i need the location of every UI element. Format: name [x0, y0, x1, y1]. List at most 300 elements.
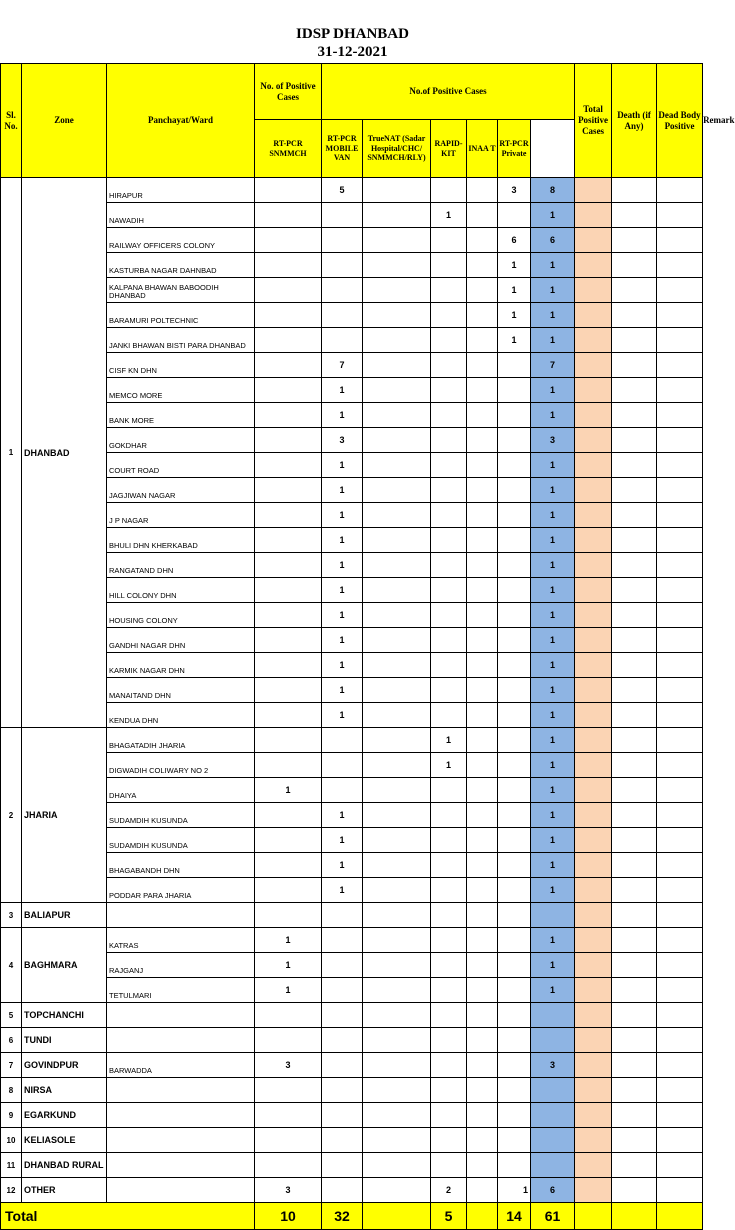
- remark-cell: [657, 1003, 703, 1028]
- zone-cell: KELIASOLE: [22, 1128, 107, 1153]
- snmmch-cell: [255, 1003, 322, 1028]
- death-cell: [575, 878, 612, 903]
- death-cell: [575, 628, 612, 653]
- truenat-cell: [363, 278, 431, 303]
- header-dead-body: Dead Body Positive: [657, 64, 703, 178]
- panchayat-ward-cell: NAWADIH: [107, 203, 255, 228]
- private-cell: [498, 653, 531, 678]
- rapid-cell: [431, 1103, 467, 1128]
- private-cell: [498, 403, 531, 428]
- mobile-cell: 1: [322, 878, 363, 903]
- mobile-cell: 1: [322, 653, 363, 678]
- remark-cell: [657, 278, 703, 303]
- total-positive-cell: 1: [531, 253, 575, 278]
- panchayat-ward-cell: HOUSING COLONY: [107, 603, 255, 628]
- truenat-cell: [363, 1178, 431, 1203]
- private-cell: [498, 353, 531, 378]
- private-cell: [498, 1053, 531, 1078]
- mobile-cell: 1: [322, 628, 363, 653]
- mobile-cell: [322, 1128, 363, 1153]
- total-positive-cell: 1: [531, 978, 575, 1003]
- total-positive-cell: 1: [531, 553, 575, 578]
- rapid-cell: [431, 803, 467, 828]
- header-zone: Zone: [22, 64, 107, 178]
- truenat-cell: [363, 378, 431, 403]
- total-positive-cell: 1: [531, 853, 575, 878]
- mobile-cell: 1: [322, 603, 363, 628]
- death-cell: [575, 978, 612, 1003]
- panchayat-ward-cell: PODDAR PARA JHARIA: [107, 878, 255, 903]
- truenat-cell: [363, 678, 431, 703]
- death-cell: [575, 1028, 612, 1053]
- rapid-cell: [431, 853, 467, 878]
- inaat-cell: [467, 903, 498, 928]
- private-cell: [498, 753, 531, 778]
- zone-cell: TUNDI: [22, 1028, 107, 1053]
- total-positive-cell: 1: [531, 603, 575, 628]
- mobile-cell: [322, 978, 363, 1003]
- rapid-cell: 2: [431, 1178, 467, 1203]
- panchayat-ward-cell: DIGWADIH COLIWARY NO 2: [107, 753, 255, 778]
- private-cell: [498, 728, 531, 753]
- snmmch-cell: [255, 853, 322, 878]
- table-row: [1, 878, 703, 903]
- private-cell: [498, 528, 531, 553]
- remark-cell: [657, 603, 703, 628]
- truenat-cell: [363, 1003, 431, 1028]
- table-body: [1, 178, 703, 1203]
- truenat-cell: [363, 1128, 431, 1153]
- inaat-cell: [467, 678, 498, 703]
- remark-cell: [657, 578, 703, 603]
- table-row: [1, 828, 703, 853]
- total-positive-cell: [531, 903, 575, 928]
- table-row: [1, 1003, 703, 1028]
- remark-cell: [657, 253, 703, 278]
- remark-cell: [657, 653, 703, 678]
- remark-cell: [657, 503, 703, 528]
- total-positive-cell: 1: [531, 653, 575, 678]
- truenat-cell: [363, 753, 431, 778]
- truenat-cell: [363, 1078, 431, 1103]
- total-positive-cell: 1: [531, 878, 575, 903]
- dead-body-cell: [612, 528, 657, 553]
- panchayat-ward-cell: KATRAS: [107, 928, 255, 953]
- death-cell: [575, 328, 612, 353]
- total-private: 14: [498, 1203, 531, 1230]
- snmmch-cell: 1: [255, 778, 322, 803]
- dead-body-cell: [612, 378, 657, 403]
- truenat-cell: [363, 1153, 431, 1178]
- dead-body-cell: [612, 278, 657, 303]
- rapid-cell: [431, 1003, 467, 1028]
- total-positive-cell: 1: [531, 403, 575, 428]
- private-cell: [498, 828, 531, 853]
- total-positive-cell: 1: [531, 578, 575, 603]
- death-cell: [575, 1103, 612, 1128]
- remark-cell: [657, 803, 703, 828]
- truenat-cell: [363, 603, 431, 628]
- snmmch-cell: [255, 678, 322, 703]
- panchayat-ward-cell: KARMIK NAGAR DHN: [107, 653, 255, 678]
- private-cell: [498, 428, 531, 453]
- rapid-cell: [431, 478, 467, 503]
- snmmch-cell: [255, 1128, 322, 1153]
- inaat-cell: [467, 853, 498, 878]
- remark-cell: [657, 303, 703, 328]
- inaat-cell: [467, 178, 498, 203]
- snmmch-cell: [255, 253, 322, 278]
- inaat-cell: [467, 928, 498, 953]
- private-cell: 1: [498, 253, 531, 278]
- rapid-cell: [431, 303, 467, 328]
- remark-cell: [657, 478, 703, 503]
- rapid-cell: [431, 603, 467, 628]
- private-cell: [498, 1003, 531, 1028]
- dead-body-cell: [612, 353, 657, 378]
- snmmch-cell: [255, 228, 322, 253]
- panchayat-ward-cell: HILL COLONY DHN: [107, 578, 255, 603]
- snmmch-cell: [255, 1078, 322, 1103]
- death-cell: [575, 453, 612, 478]
- zone-cell: DHANBAD RURAL: [22, 1153, 107, 1178]
- dead-body-cell: [612, 928, 657, 953]
- table-row: [1, 728, 703, 753]
- truenat-cell: [363, 203, 431, 228]
- total-positive-cell: 6: [531, 228, 575, 253]
- death-cell: [575, 703, 612, 728]
- inaat-cell: [467, 878, 498, 903]
- remark-cell: [657, 1053, 703, 1078]
- mobile-cell: [322, 1003, 363, 1028]
- table-row: [1, 778, 703, 803]
- inaat-cell: [467, 1128, 498, 1153]
- truenat-cell: [363, 853, 431, 878]
- death-cell: [575, 303, 612, 328]
- table-row: [1, 928, 703, 953]
- total-positive-cell: 1: [531, 503, 575, 528]
- private-cell: [498, 803, 531, 828]
- table-row: [1, 903, 703, 928]
- snmmch-cell: [255, 378, 322, 403]
- truenat-cell: [363, 328, 431, 353]
- mobile-cell: [322, 728, 363, 753]
- death-cell: [575, 728, 612, 753]
- truenat-cell: [363, 928, 431, 953]
- death-cell: [575, 1078, 612, 1103]
- inaat-cell: [467, 803, 498, 828]
- panchayat-ward-cell: BANK MORE: [107, 403, 255, 428]
- truenat-cell: [363, 253, 431, 278]
- rapid-cell: [431, 628, 467, 653]
- total-positive-cell: 1: [531, 703, 575, 728]
- truenat-cell: [363, 1028, 431, 1053]
- private-cell: [498, 928, 531, 953]
- dead-body-cell: [612, 778, 657, 803]
- sl-no-cell: 1: [1, 178, 22, 728]
- remark-cell: [657, 1028, 703, 1053]
- rapid-cell: [431, 978, 467, 1003]
- table-row: [1, 578, 703, 603]
- mobile-cell: [322, 328, 363, 353]
- panchayat-ward-cell: KASTURBA NAGAR DAHNBAD: [107, 253, 255, 278]
- mobile-cell: [322, 1028, 363, 1053]
- table-row: [1, 1153, 703, 1178]
- table-row: [1, 1128, 703, 1153]
- inaat-cell: [467, 628, 498, 653]
- snmmch-cell: [255, 803, 322, 828]
- rapid-cell: [431, 353, 467, 378]
- private-cell: [498, 878, 531, 903]
- table-row: [1, 1053, 703, 1078]
- rapid-cell: 1: [431, 203, 467, 228]
- panchayat-ward-cell: [107, 1128, 255, 1153]
- dead-body-cell: [612, 628, 657, 653]
- total-positive-cell: 1: [531, 678, 575, 703]
- header-death: Death (if Any): [612, 64, 657, 178]
- panchayat-ward-cell: BARAMURI POLTECHNIC: [107, 303, 255, 328]
- dead-body-cell: [612, 453, 657, 478]
- remark-cell: [657, 228, 703, 253]
- mobile-cell: [322, 928, 363, 953]
- remark-cell: [657, 728, 703, 753]
- private-cell: 6: [498, 228, 531, 253]
- private-cell: [498, 703, 531, 728]
- total-dead-body: [612, 1203, 657, 1230]
- private-cell: [498, 1128, 531, 1153]
- inaat-cell: [467, 303, 498, 328]
- remark-cell: [657, 403, 703, 428]
- snmmch-cell: 1: [255, 928, 322, 953]
- snmmch-cell: [255, 278, 322, 303]
- death-cell: [575, 578, 612, 603]
- snmmch-cell: 1: [255, 978, 322, 1003]
- private-cell: [498, 903, 531, 928]
- table-row: [1, 228, 703, 253]
- private-cell: [498, 678, 531, 703]
- remark-cell: [657, 453, 703, 478]
- mobile-cell: 3: [322, 428, 363, 453]
- truenat-cell: [363, 978, 431, 1003]
- panchayat-ward-cell: JANKI BHAWAN BISTI PARA DHANBAD: [107, 328, 255, 353]
- private-cell: [498, 778, 531, 803]
- rapid-cell: 1: [431, 753, 467, 778]
- table-row: [1, 503, 703, 528]
- death-cell: [575, 478, 612, 503]
- truenat-cell: [363, 903, 431, 928]
- zone-cell: BALIAPUR: [22, 903, 107, 928]
- death-cell: [575, 828, 612, 853]
- snmmch-cell: [255, 528, 322, 553]
- total-positive-sum: 61: [531, 1203, 575, 1230]
- panchayat-ward-cell: KENDUA DHN: [107, 703, 255, 728]
- panchayat-ward-cell: BHAGATADIH JHARIA: [107, 728, 255, 753]
- panchayat-ward-cell: BHULI DHN KHERKABAD: [107, 528, 255, 553]
- dead-body-cell: [612, 553, 657, 578]
- sl-no-cell: 7: [1, 1053, 22, 1078]
- mobile-cell: [322, 303, 363, 328]
- rapid-cell: [431, 1053, 467, 1078]
- rapid-cell: [431, 378, 467, 403]
- rapid-cell: [431, 428, 467, 453]
- table-row: [1, 203, 703, 228]
- dead-body-cell: [612, 1003, 657, 1028]
- rapid-cell: [431, 878, 467, 903]
- private-cell: 1: [498, 278, 531, 303]
- mobile-cell: [322, 278, 363, 303]
- rapid-cell: [431, 778, 467, 803]
- rapid-cell: [431, 228, 467, 253]
- dead-body-cell: [612, 828, 657, 853]
- rapid-cell: [431, 528, 467, 553]
- table-row: [1, 753, 703, 778]
- panchayat-ward-cell: RAILWAY OFFICERS COLONY: [107, 228, 255, 253]
- death-cell: [575, 803, 612, 828]
- death-cell: [575, 1128, 612, 1153]
- inaat-cell: [467, 1003, 498, 1028]
- death-cell: [575, 928, 612, 953]
- mobile-cell: 1: [322, 478, 363, 503]
- header-sl-no: Sl. No.: [1, 64, 22, 178]
- rapid-cell: [431, 903, 467, 928]
- panchayat-ward-cell: [107, 1103, 255, 1128]
- header-panchayat-ward: Panchayat/Ward: [107, 64, 255, 178]
- private-cell: [498, 378, 531, 403]
- death-cell: [575, 778, 612, 803]
- snmmch-cell: 3: [255, 1178, 322, 1203]
- rapid-cell: [431, 278, 467, 303]
- table-row: [1, 1103, 703, 1128]
- snmmch-cell: [255, 653, 322, 678]
- private-cell: 1: [498, 1178, 531, 1203]
- dead-body-cell: [612, 178, 657, 203]
- private-cell: [498, 603, 531, 628]
- inaat-cell: [467, 653, 498, 678]
- inaat-cell: [467, 1078, 498, 1103]
- death-cell: [575, 403, 612, 428]
- sl-no-cell: 2: [1, 728, 22, 903]
- rapid-cell: [431, 653, 467, 678]
- total-positive-cell: 7: [531, 353, 575, 378]
- inaat-cell: [467, 503, 498, 528]
- dead-body-cell: [612, 653, 657, 678]
- table-row: [1, 703, 703, 728]
- panchayat-ward-cell: GOKDHAR: [107, 428, 255, 453]
- dead-body-cell: [612, 253, 657, 278]
- truenat-cell: [363, 428, 431, 453]
- inaat-cell: [467, 328, 498, 353]
- total-positive-cell: [531, 1103, 575, 1128]
- zone-cell: GOVINDPUR: [22, 1053, 107, 1078]
- snmmch-cell: [255, 178, 322, 203]
- mobile-cell: 1: [322, 703, 363, 728]
- death-cell: [575, 1053, 612, 1078]
- mobile-cell: 1: [322, 853, 363, 878]
- table-row: [1, 803, 703, 828]
- truenat-cell: [363, 178, 431, 203]
- dead-body-cell: [612, 803, 657, 828]
- snmmch-cell: [255, 828, 322, 853]
- death-cell: [575, 678, 612, 703]
- remark-cell: [657, 703, 703, 728]
- dead-body-cell: [612, 953, 657, 978]
- table-row: [1, 178, 703, 203]
- death-cell: [575, 228, 612, 253]
- table-row: [1, 953, 703, 978]
- private-cell: 3: [498, 178, 531, 203]
- inaat-cell: [467, 1053, 498, 1078]
- dead-body-cell: [612, 603, 657, 628]
- rapid-cell: [431, 578, 467, 603]
- snmmch-cell: [255, 878, 322, 903]
- dead-body-cell: [612, 303, 657, 328]
- remark-cell: [657, 628, 703, 653]
- total-positive-cell: 1: [531, 203, 575, 228]
- table-row: [1, 553, 703, 578]
- panchayat-ward-cell: [107, 1153, 255, 1178]
- private-cell: [498, 578, 531, 603]
- header-truenat: TrueNAT (Sadar Hospital/CHC/ SNMMCH/RLY): [363, 120, 431, 178]
- total-death: [575, 1203, 612, 1230]
- inaat-cell: [467, 478, 498, 503]
- mobile-cell: [322, 1053, 363, 1078]
- table-row: [1, 453, 703, 478]
- dead-body-cell: [612, 903, 657, 928]
- dead-body-cell: [612, 703, 657, 728]
- total-positive-cell: 1: [531, 628, 575, 653]
- mobile-cell: 1: [322, 553, 363, 578]
- private-cell: [498, 478, 531, 503]
- remark-cell: [657, 753, 703, 778]
- snmmch-cell: [255, 353, 322, 378]
- total-label: Total: [1, 1203, 255, 1230]
- private-cell: [498, 953, 531, 978]
- mobile-cell: [322, 1153, 363, 1178]
- total-positive-cell: 8: [531, 178, 575, 203]
- private-cell: [498, 453, 531, 478]
- private-cell: [498, 628, 531, 653]
- dead-body-cell: [612, 728, 657, 753]
- total-positive-cell: 6: [531, 1178, 575, 1203]
- total-positive-cell: 1: [531, 753, 575, 778]
- snmmch-cell: [255, 578, 322, 603]
- inaat-cell: [467, 353, 498, 378]
- zone-cell: NIRSA: [22, 1078, 107, 1103]
- panchayat-ward-cell: J P NAGAR: [107, 503, 255, 528]
- zone-cell: JHARIA: [22, 728, 107, 903]
- panchayat-ward-cell: MEMCO MORE: [107, 378, 255, 403]
- total-positive-cell: 1: [531, 778, 575, 803]
- truenat-cell: [363, 228, 431, 253]
- remark-cell: [657, 528, 703, 553]
- table-row: [1, 278, 703, 303]
- panchayat-ward-cell: [107, 1028, 255, 1053]
- rapid-cell: [431, 503, 467, 528]
- sl-no-cell: 3: [1, 903, 22, 928]
- rapid-cell: [431, 403, 467, 428]
- inaat-cell: [467, 978, 498, 1003]
- rapid-cell: [431, 253, 467, 278]
- private-cell: [498, 978, 531, 1003]
- inaat-cell: [467, 728, 498, 753]
- truenat-cell: [363, 553, 431, 578]
- remark-cell: [657, 953, 703, 978]
- snmmch-cell: [255, 1028, 322, 1053]
- total-mobile-van: 32: [322, 1203, 363, 1230]
- inaat-cell: [467, 253, 498, 278]
- snmmch-cell: [255, 453, 322, 478]
- panchayat-ward-cell: COURT ROAD: [107, 453, 255, 478]
